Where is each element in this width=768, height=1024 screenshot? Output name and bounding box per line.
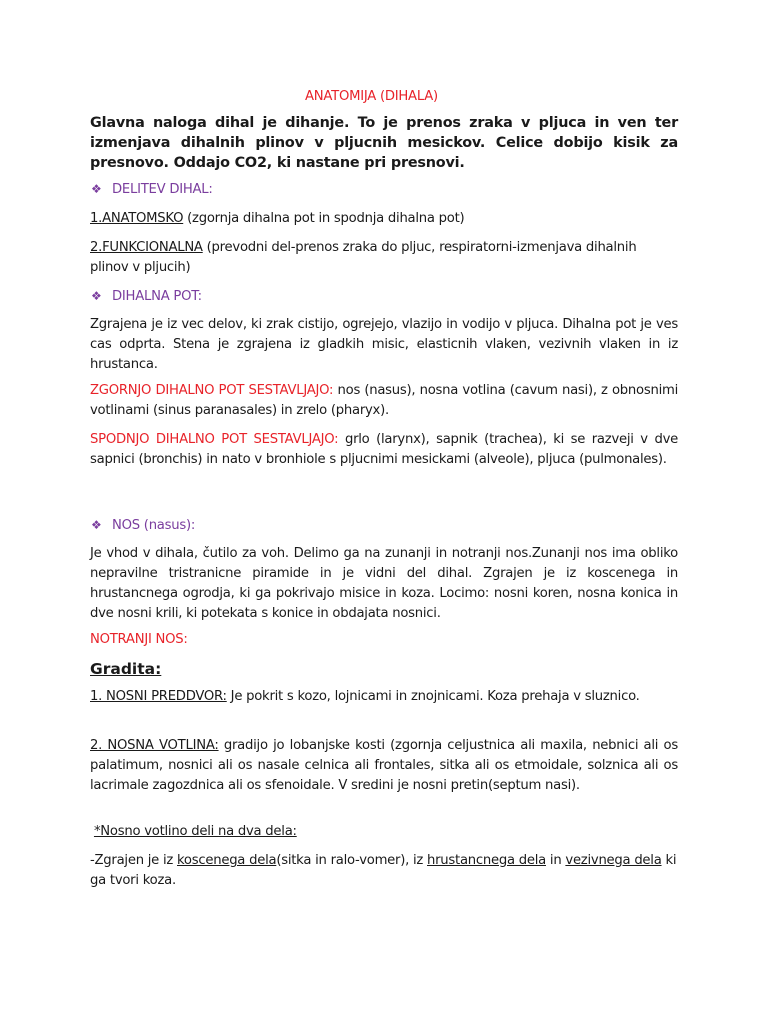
label-zgornjo: ZGORNJO DIHALNO POT SESTAVLJAJO: [90,383,334,398]
diamond-bullet-icon: ❖ [91,289,102,303]
text-spodnjo: grlo (larynx), sapnik (trachea), ki se razveji v dve sapnici (bronchis) in nato v bronhiole s pljucnimi mesickami (alveole), pljuca (pulmonales). [90,432,679,467]
paragraph-zgrajen: -Zgrajen je iz koscenega dela(sitka in ralo-vomer), iz hrustancnega dela in vezivnega dela ki ga tvori koza. [90,853,677,888]
intro-paragraph: Glavna naloga dihal je dihanje. To je prenos zraka v pljuca in ven ter izmenjava dihalnih plinov v pljucnih mesickov. Celice dobijo kisik za presnovo. Oddajo CO2, ki nastane pri presnovi. [90,115,678,171]
paragraph-zgornjo [90,381,678,421]
term-funkcionalna: 2.FUNKCIONALNA [90,240,203,255]
text-anatomsko: (zgornja dihalna pot in spodnja dihalna pot) [183,211,465,226]
paragraph-nosni-preddvor [90,687,678,707]
section-heading-nos: NOS (nasus): [112,518,196,533]
paragraph-funkcionalna [90,238,678,278]
paragraph-anatomsko [90,209,678,229]
heading-notranji-nos: NOTRANJI NOS: [90,632,188,647]
section-heading-dihalna-pot: DIHALNA POT: [112,289,202,304]
paragraph-spodnjo [90,430,678,470]
term-koscenega-dela: koscenega dela [177,853,277,868]
document-title: ANATOMIJA (DIHALA) [305,89,438,104]
text-nosni-preddvor: Je pokrit s kozo, lojnicami in znojnicami. Koza prehaja v sluznico. [226,689,640,704]
text-zgornjo: nos (nasus), nosna votlina (cavum nasi), z obnosnimi votlinami (sinus paranasales) in zrelo (pharyx). [90,383,679,418]
term-nosni-preddvor: 1. NOSNI PREDDVOR: [90,689,227,704]
diamond-bullet-icon: ❖ [91,518,102,532]
section-heading-delitev: DELITEV DIHAL: [112,182,213,197]
paragraph-dihalna-pot: Zgrajena je iz vec delov, ki zrak cistijo, ogrejejo, vlazijo in vodijo v pljuca. Dihalna pot je ves cas odprta. Stena je zgrajena iz gladkih misic, elasticnih vlaken, vezivnih vlaken in iz hrustanca. [90,317,678,372]
term-hrustancnega-dela: hrustancnega dela [427,853,546,868]
heading-gradita: Gradita: [90,660,162,678]
term-anatomsko: 1.ANATOMSKO [90,211,184,226]
text-funkcionalna: (prevodni del-prenos zraka do pljuc, respiratorni-izmenjava dihalnih plinov v pljucih) [90,240,637,275]
note-nosno-votlino: *Nosno votlino deli na dva dela: [93,824,297,839]
paragraph-nos: Je vhod v dihala, čutilo za voh. Delimo ga na zunanji in notranji nos.Zunanji nos ima obliko nepravilne tristranicne piramide in je vidni del dihal. Zgrajen je iz koscenega in hrustancnega ogrodja, ki ga pokrivajo misice in koza. Locimo: nosni koren, nosna konica in dve nosni krili, ki potekata s konice in obdajata nosnici. [90,546,678,621]
diamond-bullet-icon: ❖ [91,182,102,196]
term-nosna-votlina: 2. NOSNA VOTLINA: [90,738,219,753]
label-spodnjo: SPODNJO DIHALNO POT SESTAVLJAJO: [90,432,339,447]
term-vezivnega-dela: vezivnega dela [565,853,662,868]
paragraph-nosna-votlina [90,736,678,796]
text-nosna-votlina: gradijo jo lobanjske kosti (zgornja celjustnica ali maxila, nebnici ali os palatimum, nosnici ali os nasale celnica ali frontales, sitka ali os etmoidale, solznica ali os lacrimale zagozdnica ali os sfenoidale. V sredini je nosni pretin(septum nasi). [90,738,678,793]
paragraph-deli-note [90,822,678,842]
